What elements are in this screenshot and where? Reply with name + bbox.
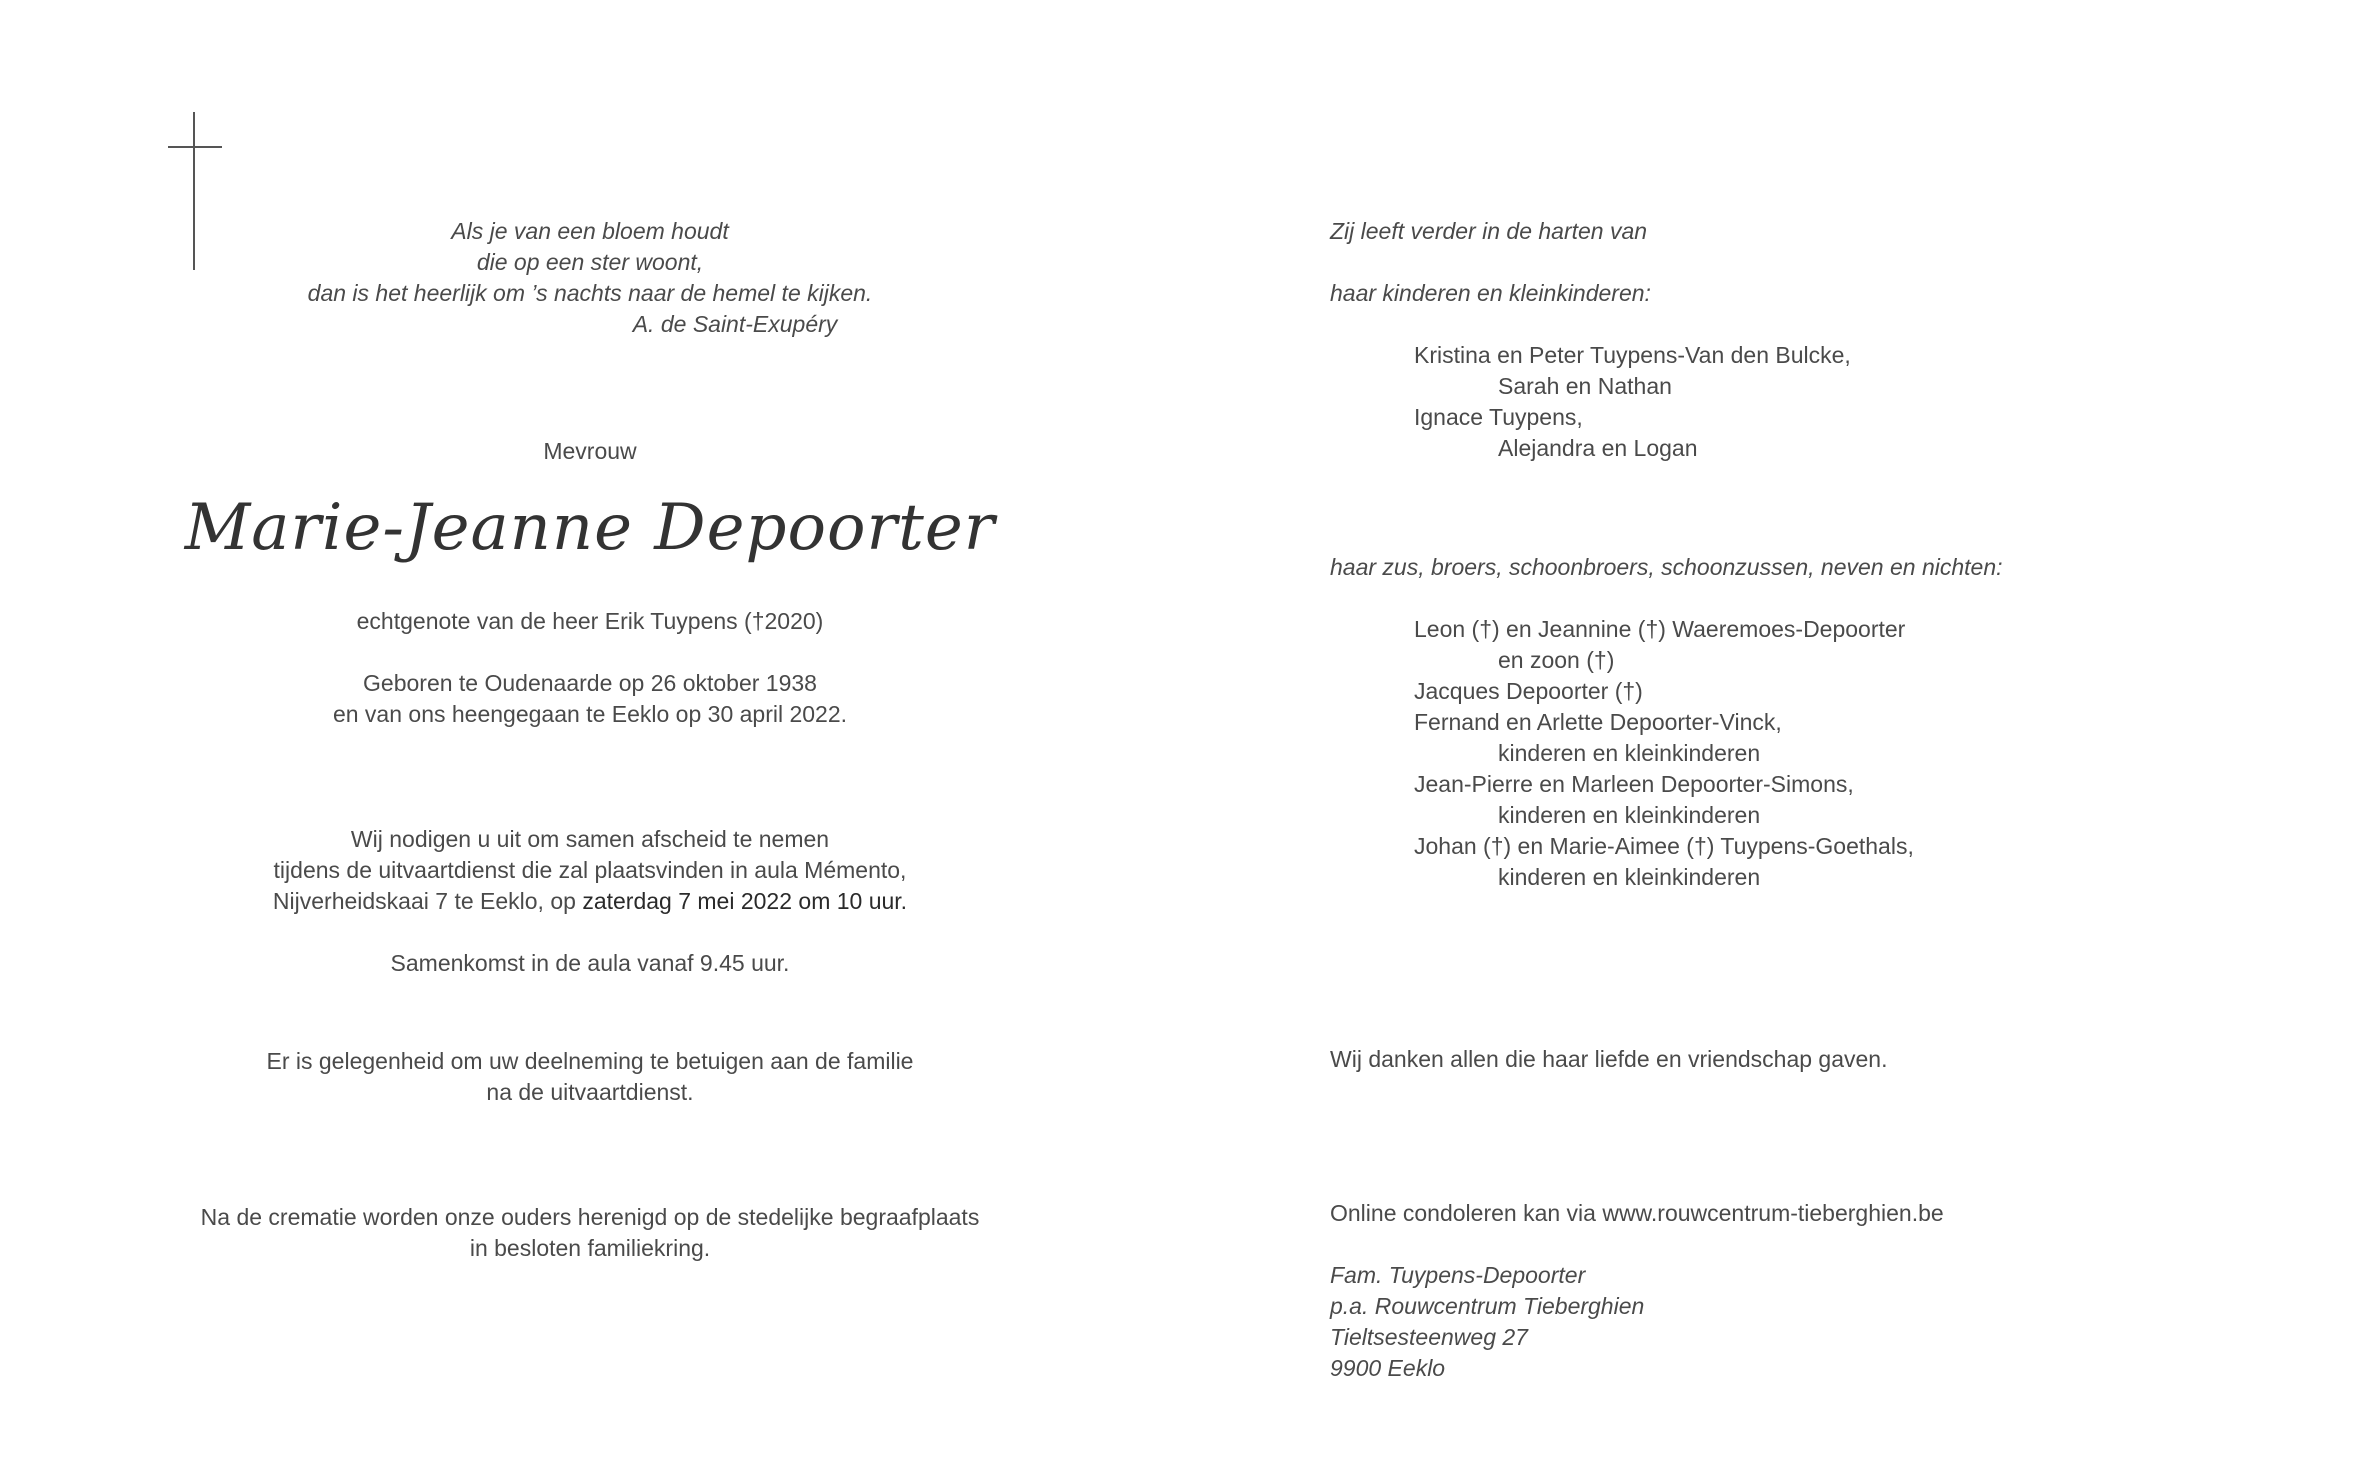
- thanks-line: Wij danken allen die haar liefde en vriendschap gaven.: [1330, 1046, 1888, 1072]
- online-condolence: Online condoleren kan via www.rouwcentrum-tieberghien.be: [1330, 1200, 1944, 1226]
- quote: [180, 216, 1000, 340]
- list-item: Kristina en Peter Tuypens-Van den Bulcke,: [1414, 342, 1851, 368]
- invitation-line: [180, 886, 1000, 917]
- invitation-line: tijdens de uitvaartdienst die zal plaatsvinden in aula Mémento,: [273, 857, 907, 883]
- children-heading: haar kinderen en kleinkinderen:: [1330, 280, 1651, 306]
- invitation-line: Wij nodigen u uit om samen afscheid te nemen: [350, 826, 830, 852]
- list-item: kinderen en kleinkinderen: [1498, 864, 1761, 890]
- deceased-name: Marie-Jeanne Depoorter: [184, 491, 996, 565]
- death-line: en van ons heengegaan te Eeklo op 30 april 2022.: [332, 701, 848, 727]
- list-item: Leon (†) en Jeannine (†) Waeremoes-Depoorter: [1414, 616, 1906, 642]
- quote-line: die op een ster woont,: [476, 249, 704, 275]
- sender-line: 9900 Eeklo: [1330, 1355, 1446, 1381]
- quote-author: A. de Saint-Exupéry: [632, 311, 838, 337]
- cremation-line: Na de crematie worden onze ouders herenigd op de stedelijke begraafplaats: [200, 1204, 980, 1230]
- condolence-note: [180, 1046, 1000, 1108]
- invitation-address: Nijverheidskaai 7 te Eeklo, op: [272, 888, 583, 914]
- list-item: kinderen en kleinkinderen: [1498, 740, 1761, 766]
- family-heading: haar zus, broers, schoonbroers, schoonzussen, neven en nichten:: [1330, 554, 2003, 580]
- list-item: Sarah en Nathan: [1498, 373, 1672, 399]
- quote-line: dan is het heerlijk om ’s nachts naar de hemel te kijken.: [307, 280, 873, 306]
- mourners-intro: Zij leeft verder in de harten van: [1330, 218, 1648, 244]
- family-list: [1330, 614, 1914, 893]
- condolence-line: na de uitvaartdienst.: [486, 1079, 694, 1105]
- list-item: Johan (†) en Marie-Aimee (†) Tuypens-Goethals,: [1414, 833, 1914, 859]
- invitation: [180, 824, 1000, 917]
- list-item: kinderen en kleinkinderen: [1498, 802, 1761, 828]
- cremation-line: in besloten familiekring.: [469, 1235, 711, 1261]
- cremation-note: [110, 1202, 1070, 1264]
- list-item: Alejandra en Logan: [1498, 435, 1698, 461]
- salutation: Mevrouw: [543, 438, 637, 464]
- quote-line: Als je van een bloem houdt: [451, 218, 729, 244]
- list-item: en zoon (†): [1498, 647, 1615, 673]
- list-item: Fernand en Arlette Depoorter-Vinck,: [1414, 709, 1782, 735]
- sender-line: p.a. Rouwcentrum Tieberghien: [1330, 1293, 1645, 1319]
- list-item: Jean-Pierre en Marleen Depoorter-Simons,: [1414, 771, 1854, 797]
- gathering-time: Samenkomst in de aula vanaf 9.45 uur.: [390, 950, 790, 976]
- cross-horizontal-bar: [168, 146, 222, 148]
- life-dates: [180, 668, 1000, 730]
- birth-line: Geboren te Oudenaarde op 26 oktober 1938: [363, 670, 817, 696]
- sender-address: [1330, 1260, 1644, 1384]
- invitation-date: zaterdag 7 mei 2022 om 10 uur.: [582, 888, 908, 914]
- list-item: Ignace Tuypens,: [1414, 404, 1583, 430]
- sender-line: Fam. Tuypens-Depoorter: [1330, 1262, 1586, 1288]
- spouse-line: echtgenote van de heer Erik Tuypens (†2020): [356, 608, 824, 634]
- list-item: Jacques Depoorter (†): [1414, 678, 1643, 704]
- sender-line: Tieltsesteenweg 27: [1330, 1324, 1528, 1350]
- children-list: [1330, 340, 1851, 464]
- condolence-line: Er is gelegenheid om uw deelneming te betuigen aan de familie: [266, 1048, 914, 1074]
